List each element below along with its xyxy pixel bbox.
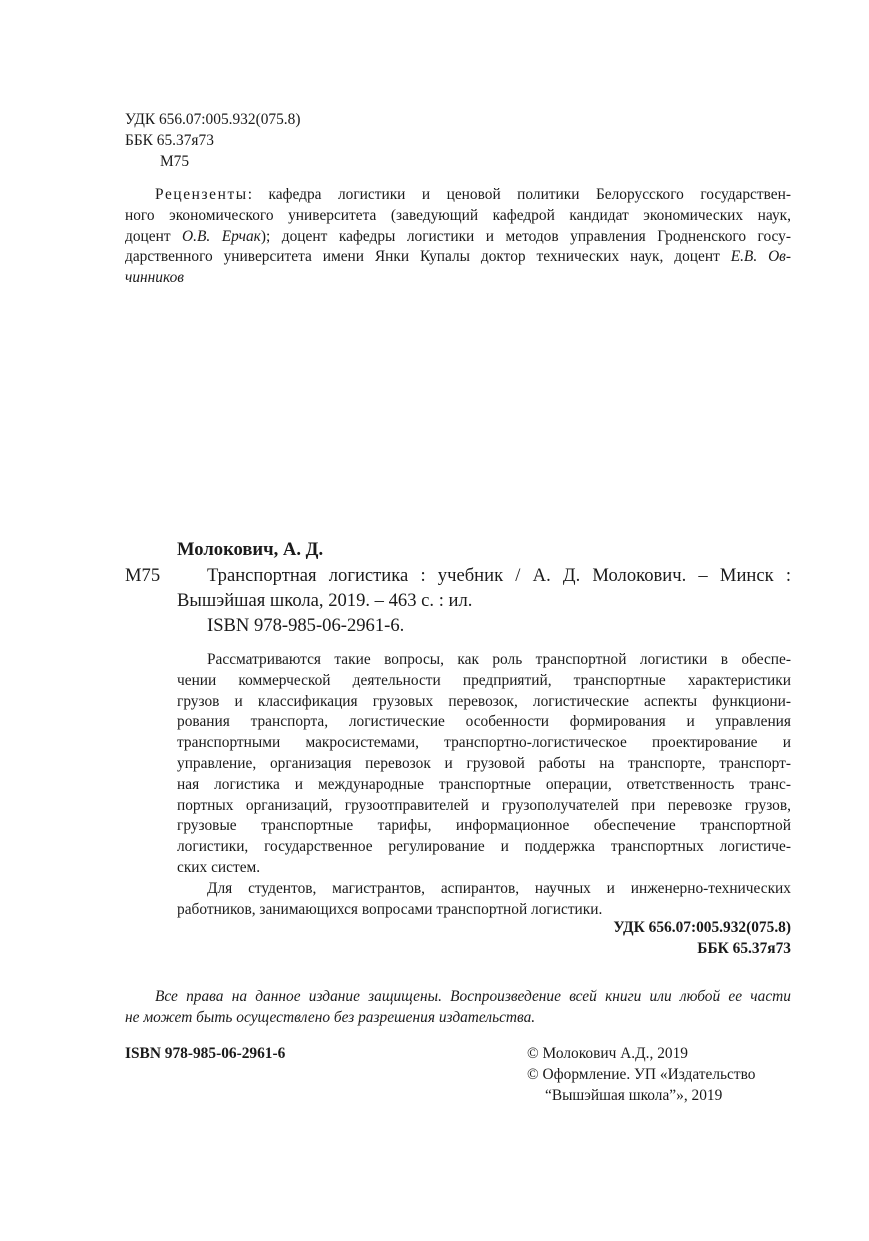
reviewers-line-4: дарственного университета имени Янки Купалы доктор технических наук, доцент Е.В. Ов- [125,248,791,266]
reviewers-line-3: доцент О.В. Ерчак); доцент кафедры логистики и методов управления Гродненского госу- [125,227,791,245]
annotation-line-7: ная логистика и международные транспортные операции, ответственность транс- [177,775,791,793]
rights-line-1: Все права на данное издание защищены. Воспроизведение всей книги или любой ее части [155,988,791,1005]
top-bbk-code: ББК 65.37я73 [125,131,214,149]
footer-copyright [527,1044,755,1106]
annotation-line-10: логистики, государственное регулирование и поддержка транспортных логистиче- [177,838,791,856]
annotation-line-9: грузовые транспортные тарифы, информационное обеспечение транспортной [177,817,791,835]
footer-isbn: ISBN 978-985-06-2961-6 [125,1045,286,1062]
catalog-author-heading: Молокович, А. Д. [177,539,324,560]
catalog-title-line-2: Вышэйшая школа, 2019. – 463 с. : ил. [177,590,473,611]
annotation-line-5: транспортными макросистемами, транспортно-логистическое проектирование и [177,734,791,752]
audience-line-1: Для студентов, магистрантов, аспирантов, научных и инженерно-технических [207,879,791,897]
copyright-design: © Оформление. УП «Издательство [527,1065,756,1083]
bottom-udk-code: УДК 656.07:005.932(075.8) [613,919,791,936]
top-udk-code: УДК 656.07:005.932(075.8) [125,111,301,128]
catalog-mark: М75 [125,565,161,586]
rights-notice [125,987,791,1029]
catalog-title-line-1: Транспортная логистика : учебник / А. Д. Молокович. – Минск : [207,565,791,586]
annotation-line-4: рования транспорта, логистические особенности формирования и управления [177,713,791,731]
reviewer-name-ovchinnikov: Е.В. Ов- [730,248,791,266]
annotation-line-8: портных организаций, грузоотправителей и грузополучателей при перевозке грузов, [177,796,791,814]
annotation-line-11: ских систем. [177,858,261,876]
reviewers-line-2: ного экономического университета (заведующий кафедрой кандидат экономических наук, [125,206,791,224]
audience-line-2: работников, занимающихся вопросами транспортной логистики. [177,900,603,918]
bottom-bbk-code: ББК 65.37я73 [697,939,791,957]
reviewers-line-5: чинников [125,269,184,287]
annotation-line-2: чении коммерческой деятельности предприятий, транспортные характеристики [177,671,791,689]
reviewers-line-1: Рецензенты: кафедра логистики и ценовой политики Белорусского государствен- [155,186,791,203]
annotation-line-6: управление, организация перевозок и грузовой работы на транспорте, транспорт- [177,754,791,772]
catalog-title-block [177,563,791,638]
copyright-publisher: “Вышэйшая школа”», 2019 [545,1086,723,1104]
annotation-line-3: грузов и классификация грузовых перевозок, логистические аспекты функциони- [177,692,791,710]
annotation-line-1: Рассматриваются такие вопросы, как роль транспортной логистики в обеспе- [207,651,791,668]
reviewers-paragraph [125,185,791,289]
bottom-classification-codes [613,918,791,960]
reviewer-name-erchak: О.В. Ерчак [182,227,261,245]
rights-line-2: не может быть осуществлено без разрешения издательства. [125,1008,536,1026]
top-author-mark: М75 [160,152,190,170]
annotation-paragraph [177,650,791,920]
top-classification-codes [125,110,300,172]
copyright-author: © Молокович А.Д., 2019 [527,1045,688,1062]
reviewers-label: Рецензенты [155,186,248,203]
catalog-isbn: ISBN 978-985-06-2961-6. [207,615,405,636]
